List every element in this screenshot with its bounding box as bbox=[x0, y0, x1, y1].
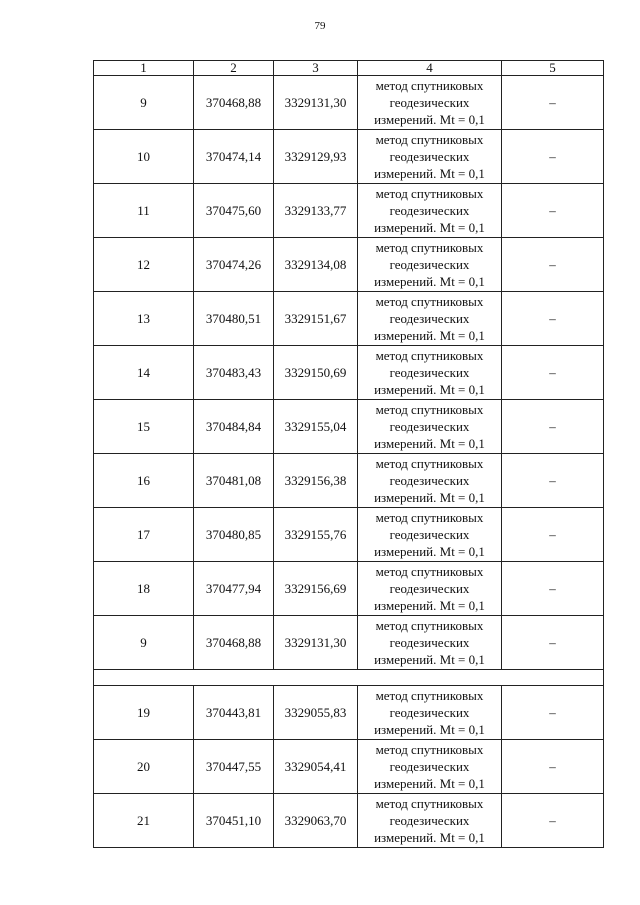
method-cell bbox=[358, 400, 502, 454]
x-coordinate-cell: 370447,55 bbox=[194, 740, 274, 794]
x-coordinate-cell: 370451,10 bbox=[194, 794, 274, 848]
table-row bbox=[94, 130, 604, 184]
column-header: 2 bbox=[194, 61, 274, 76]
note-cell: – bbox=[502, 508, 604, 562]
y-coordinate-cell: 3329129,93 bbox=[274, 130, 358, 184]
table-row bbox=[94, 454, 604, 508]
x-coordinate-cell: 370468,88 bbox=[194, 76, 274, 130]
method-text-line: измерений. Mt = 0,1 bbox=[374, 328, 485, 343]
note-cell: – bbox=[502, 794, 604, 848]
method-cell bbox=[358, 508, 502, 562]
y-coordinate-cell: 3329054,41 bbox=[274, 740, 358, 794]
table-row bbox=[94, 740, 604, 794]
method-text-line: измерений. Mt = 0,1 bbox=[374, 220, 485, 235]
method-text-line: метод спутниковых bbox=[375, 78, 484, 93]
method-text-line: геодезических bbox=[389, 365, 470, 380]
note-cell: – bbox=[502, 292, 604, 346]
point-number-cell: 14 bbox=[94, 346, 194, 400]
method-cell bbox=[358, 76, 502, 130]
note-cell: – bbox=[502, 76, 604, 130]
method-text-line: измерений. Mt = 0,1 bbox=[374, 598, 485, 613]
x-coordinate-cell: 370480,51 bbox=[194, 292, 274, 346]
table-row bbox=[94, 346, 604, 400]
table-row bbox=[94, 686, 604, 740]
x-coordinate-cell: 370480,85 bbox=[194, 508, 274, 562]
method-text-line: метод спутниковых bbox=[375, 510, 484, 525]
note-cell: – bbox=[502, 740, 604, 794]
point-number-cell: 19 bbox=[94, 686, 194, 740]
method-text-line: метод спутниковых bbox=[375, 742, 484, 757]
note-cell: – bbox=[502, 346, 604, 400]
y-coordinate-cell: 3329131,30 bbox=[274, 616, 358, 670]
method-text-line: геодезических bbox=[389, 149, 470, 164]
point-number-cell: 12 bbox=[94, 238, 194, 292]
x-coordinate-cell: 370483,43 bbox=[194, 346, 274, 400]
method-text-line: метод спутниковых bbox=[375, 688, 484, 703]
method-text-line: метод спутниковых bbox=[375, 618, 484, 633]
method-text-line: измерений. Mt = 0,1 bbox=[374, 274, 485, 289]
point-number-cell: 16 bbox=[94, 454, 194, 508]
x-coordinate-cell: 370481,08 bbox=[194, 454, 274, 508]
note-cell: – bbox=[502, 454, 604, 508]
method-text-line: метод спутниковых bbox=[375, 456, 484, 471]
table-row bbox=[94, 562, 604, 616]
method-text-line: геодезических bbox=[389, 203, 470, 218]
method-text-line: метод спутниковых bbox=[375, 348, 484, 363]
method-text-line: метод спутниковых bbox=[375, 294, 484, 309]
separator-cell bbox=[94, 670, 604, 686]
method-text-line: геодезических bbox=[389, 311, 470, 326]
x-coordinate-cell: 370484,84 bbox=[194, 400, 274, 454]
table-row bbox=[94, 76, 604, 130]
note-cell: – bbox=[502, 562, 604, 616]
method-text-line: измерений. Mt = 0,1 bbox=[374, 544, 485, 559]
method-cell bbox=[358, 616, 502, 670]
y-coordinate-cell: 3329055,83 bbox=[274, 686, 358, 740]
method-text-line: метод спутниковых bbox=[375, 240, 484, 255]
point-number-cell: 18 bbox=[94, 562, 194, 616]
method-text-line: метод спутниковых bbox=[375, 402, 484, 417]
x-coordinate-cell: 370443,81 bbox=[194, 686, 274, 740]
y-coordinate-cell: 3329155,76 bbox=[274, 508, 358, 562]
x-coordinate-cell: 370475,60 bbox=[194, 184, 274, 238]
table-row bbox=[94, 400, 604, 454]
method-cell bbox=[358, 454, 502, 508]
method-text-line: геодезических bbox=[389, 419, 470, 434]
method-text-line: измерений. Mt = 0,1 bbox=[374, 112, 485, 127]
y-coordinate-cell: 3329131,30 bbox=[274, 76, 358, 130]
method-text-line: измерений. Mt = 0,1 bbox=[374, 382, 485, 397]
method-text-line: геодезических bbox=[389, 473, 470, 488]
note-cell: – bbox=[502, 686, 604, 740]
point-number-cell: 11 bbox=[94, 184, 194, 238]
method-text-line: измерений. Mt = 0,1 bbox=[374, 166, 485, 181]
method-text-line: измерений. Mt = 0,1 bbox=[374, 776, 485, 791]
x-coordinate-cell: 370474,26 bbox=[194, 238, 274, 292]
method-cell bbox=[358, 794, 502, 848]
point-number-cell: 17 bbox=[94, 508, 194, 562]
table-row bbox=[94, 184, 604, 238]
table-row bbox=[94, 616, 604, 670]
point-number-cell: 10 bbox=[94, 130, 194, 184]
note-cell: – bbox=[502, 616, 604, 670]
column-header: 3 bbox=[274, 61, 358, 76]
method-text-line: метод спутниковых bbox=[375, 796, 484, 811]
method-text-line: измерений. Mt = 0,1 bbox=[374, 830, 485, 845]
method-text-line: геодезических bbox=[389, 759, 470, 774]
y-coordinate-cell: 3329156,69 bbox=[274, 562, 358, 616]
section-separator-row bbox=[94, 670, 604, 686]
point-number-cell: 15 bbox=[94, 400, 194, 454]
note-cell: – bbox=[502, 400, 604, 454]
column-header: 5 bbox=[502, 61, 604, 76]
method-text-line: геодезических bbox=[389, 257, 470, 272]
point-number-cell: 13 bbox=[94, 292, 194, 346]
point-number-cell: 9 bbox=[94, 616, 194, 670]
method-cell bbox=[358, 346, 502, 400]
column-header: 4 bbox=[358, 61, 502, 76]
method-text-line: геодезических bbox=[389, 813, 470, 828]
method-text-line: геодезических bbox=[389, 527, 470, 542]
method-text-line: измерений. Mt = 0,1 bbox=[374, 436, 485, 451]
x-coordinate-cell: 370468,88 bbox=[194, 616, 274, 670]
note-cell: – bbox=[502, 130, 604, 184]
y-coordinate-cell: 3329151,67 bbox=[274, 292, 358, 346]
y-coordinate-cell: 3329133,77 bbox=[274, 184, 358, 238]
point-number-cell: 9 bbox=[94, 76, 194, 130]
note-cell: – bbox=[502, 238, 604, 292]
table-row bbox=[94, 508, 604, 562]
y-coordinate-cell: 3329134,08 bbox=[274, 238, 358, 292]
method-text-line: геодезических bbox=[389, 635, 470, 650]
y-coordinate-cell: 3329150,69 bbox=[274, 346, 358, 400]
method-text-line: геодезических bbox=[389, 705, 470, 720]
method-text-line: метод спутниковых bbox=[375, 132, 484, 147]
method-text-line: измерений. Mt = 0,1 bbox=[374, 490, 485, 505]
coordinates-table bbox=[93, 60, 604, 848]
x-coordinate-cell: 370477,94 bbox=[194, 562, 274, 616]
method-cell bbox=[358, 740, 502, 794]
method-cell bbox=[358, 130, 502, 184]
method-text-line: измерений. Mt = 0,1 bbox=[374, 652, 485, 667]
table-row bbox=[94, 292, 604, 346]
method-cell bbox=[358, 238, 502, 292]
method-cell bbox=[358, 292, 502, 346]
page-number: 79 bbox=[314, 20, 326, 32]
table-header-row bbox=[94, 61, 604, 76]
method-cell bbox=[358, 562, 502, 616]
x-coordinate-cell: 370474,14 bbox=[194, 130, 274, 184]
y-coordinate-cell: 3329156,38 bbox=[274, 454, 358, 508]
method-text-line: метод спутниковых bbox=[375, 564, 484, 579]
y-coordinate-cell: 3329063,70 bbox=[274, 794, 358, 848]
method-text-line: геодезических bbox=[389, 581, 470, 596]
method-text-line: метод спутниковых bbox=[375, 186, 484, 201]
method-text-line: измерений. Mt = 0,1 bbox=[374, 722, 485, 737]
method-text-line: геодезических bbox=[389, 95, 470, 110]
method-cell bbox=[358, 686, 502, 740]
point-number-cell: 21 bbox=[94, 794, 194, 848]
y-coordinate-cell: 3329155,04 bbox=[274, 400, 358, 454]
table-row bbox=[94, 794, 604, 848]
note-cell: – bbox=[502, 184, 604, 238]
point-number-cell: 20 bbox=[94, 740, 194, 794]
column-header: 1 bbox=[94, 61, 194, 76]
table-row bbox=[94, 238, 604, 292]
method-cell bbox=[358, 184, 502, 238]
